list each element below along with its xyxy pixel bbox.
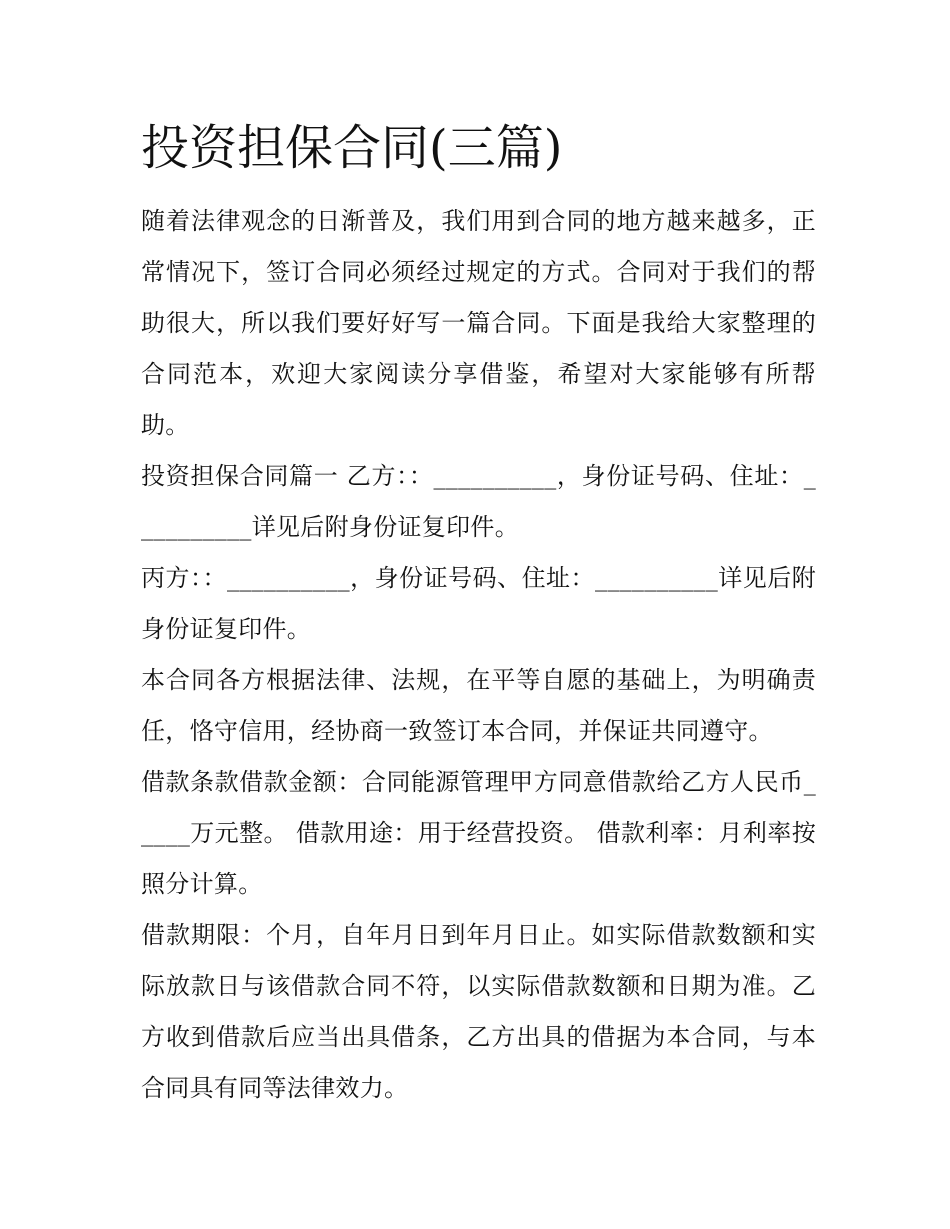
paragraph-agreement: 本合同各方根据法律、法规，在平等自愿的基础上，为明确责任，恪守信用，经协商一致签订本合同，并保证共同遵守。: [141, 666, 816, 745]
paragraph-loan-terms: 借款条款借款金额：合同能源管理甲方同意借款给乙方人民币_____万元整。 借款用途：用于经营投资。 借款利率：月利率按照分计算。: [141, 768, 816, 898]
paragraph-party-b: 投资担保合同篇一 乙方：：__________，身份证号码、住址：__________详见后附身份证复印件。: [141, 462, 816, 541]
document-title: 投资担保合同(三篇): [141, 120, 563, 176]
paragraph-intro: 随着法律观念的日渐普及，我们用到合同的地方越来越多，正常情况下，签订合同必须经过规定的方式。合同对于我们的帮助很大，所以我们要好好写一篇合同。下面是我给大家整理的合同范本，欢迎大家阅读分享借鉴，希望对大家能够有所帮助。: [141, 207, 816, 439]
document-body: [141, 196, 816, 1114]
paragraph-loan-period: 借款期限：个月，自年月日到年月日止。如实际借款数额和实际放款日与该借款合同不符，以实际借款数额和日期为准。乙方收到借款后应当出具借条，乙方出具的借据为本合同，与本合同具有同等法律效力。: [141, 921, 816, 1102]
paragraph-party-c: 丙方：：__________，身份证号码、住址：__________详见后附身份证复印件。: [141, 564, 816, 643]
